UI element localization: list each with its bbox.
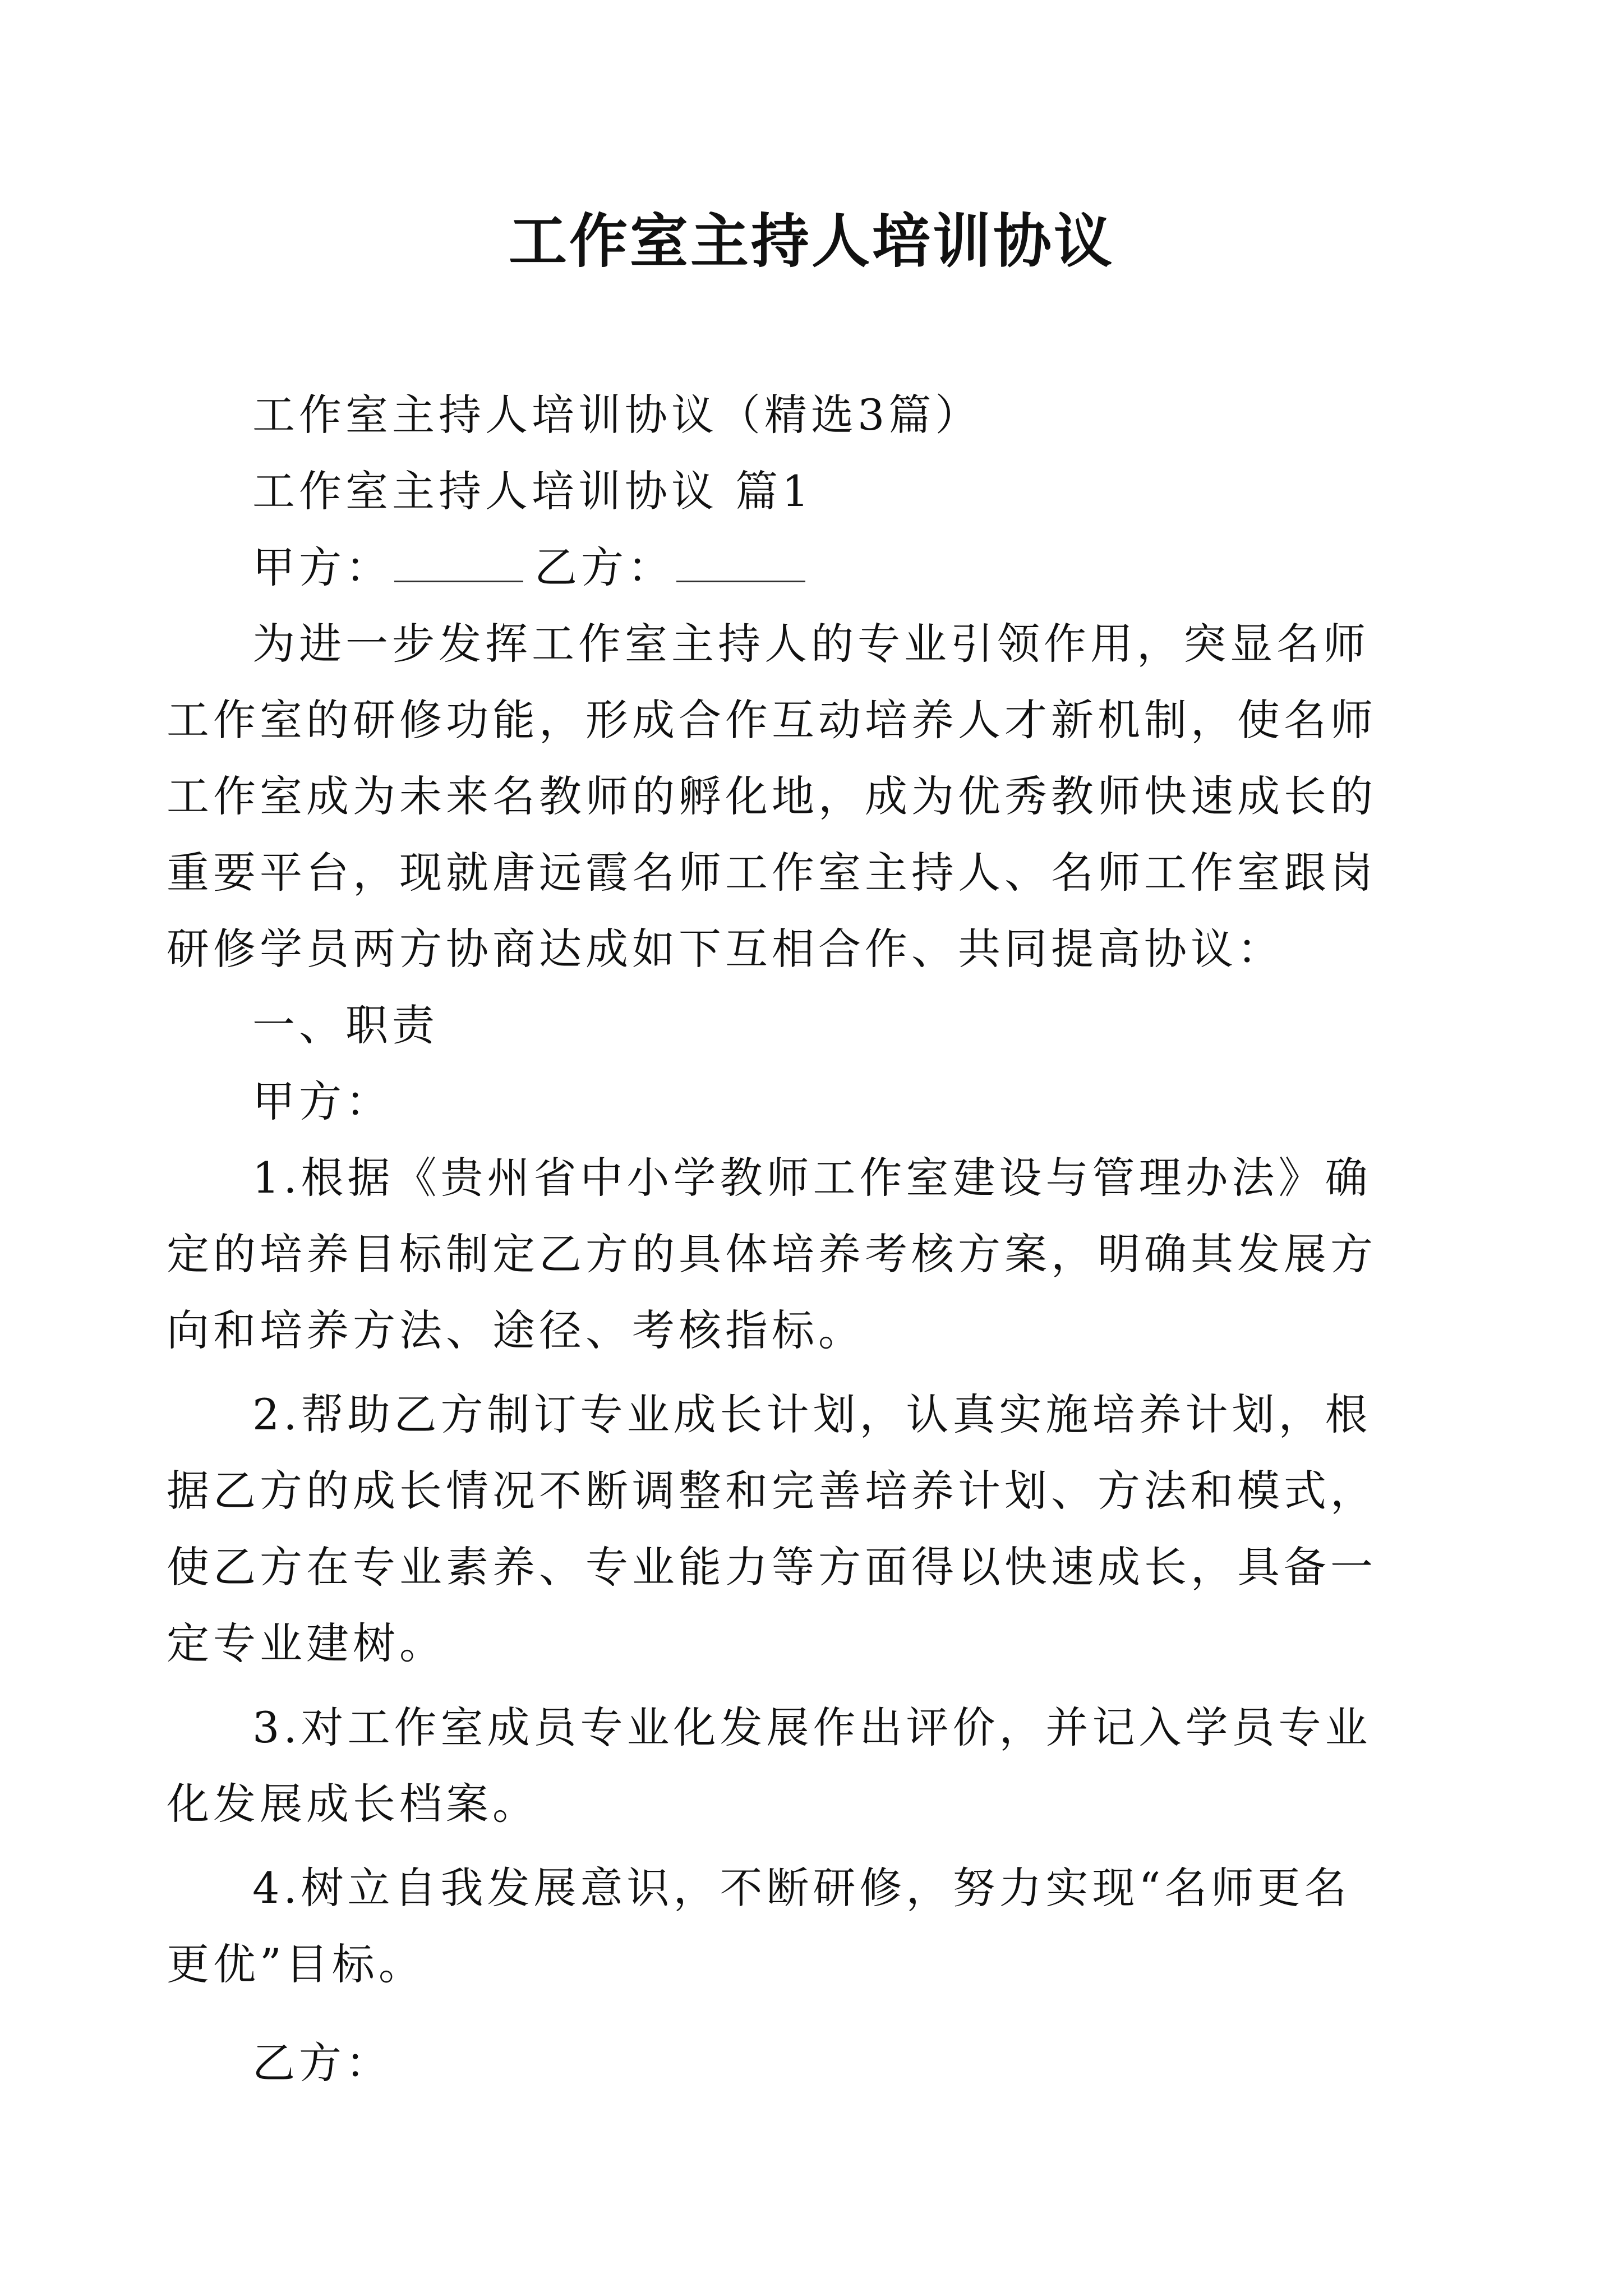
paragraph-line: 为进一步发挥工作室主持人的专业引领作用，突显名师 — [252, 619, 1370, 669]
item-4 — [167, 1850, 1380, 2003]
party-a-blank — [394, 547, 523, 582]
paragraph-line: 2.帮助乙方制订专业成长计划，认真实施培养计划，根 — [252, 1389, 1372, 1439]
heading-party-b: 乙方： — [252, 2038, 392, 2088]
parties-line — [252, 530, 1380, 606]
paragraph-line: 向和培养方法、途径、考核指标。 — [167, 1305, 865, 1355]
party-a-label: 甲方： — [252, 542, 392, 592]
section-line: 工作室主持人培训协议 篇1 — [252, 466, 813, 516]
paragraph-line: 定的培养目标制定乙方的具体培养考核方案，明确其发展方 — [167, 1229, 1377, 1279]
paragraph-line: 更优”目标。 — [167, 1939, 425, 1989]
paragraph-line: 重要平台，现就唐远霞名师工作室主持人、名师工作室跟岗 — [167, 848, 1377, 898]
document-body — [167, 377, 1380, 2101]
paragraph-line: 定专业建树。 — [167, 1618, 446, 1668]
paragraph-line: 据乙方的成长情况不断调整和完善培养计划、方法和模式， — [167, 1466, 1377, 1516]
paragraph-line: 化发展成长档案。 — [167, 1779, 539, 1829]
paragraph-line: 4.树立自我发展意识，不断研修，努力实现“名师更名 — [252, 1863, 1351, 1913]
paragraph-line: 工作室的研修功能，形成合作互动培养人才新机制，使名师 — [167, 695, 1377, 745]
paragraph-line: 使乙方在专业素养、专业能力等方面得以快速成长，具备一 — [167, 1542, 1377, 1592]
heading-duties: 一、职责 — [252, 1000, 439, 1050]
item-1 — [167, 1140, 1380, 1369]
paragraph-line: 研修学员两方协商达成如下互相合作、共同提高协议： — [167, 924, 1284, 974]
heading-party-a: 甲方： — [252, 1076, 392, 1126]
party-b-blank — [676, 547, 805, 582]
party-b-label: 乙方： — [534, 542, 674, 592]
intro-paragraph — [167, 606, 1380, 987]
paragraph-line: 3.对工作室成员专业化发展作出评价，并记入学员专业 — [252, 1703, 1372, 1752]
paragraph-line: 1.根据《贵州省中小学教师工作室建设与管理办法》确 — [252, 1153, 1372, 1203]
item-3 — [167, 1690, 1380, 1842]
subtitle-line: 工作室主持人培训协议（精选3篇） — [252, 390, 982, 440]
paragraph-line: 工作室成为未来名教师的孵化地，成为优秀教师快速成长的 — [167, 771, 1377, 821]
document-title: 工作室主持人培训协议 — [508, 206, 1114, 275]
item-2 — [167, 1377, 1380, 1682]
